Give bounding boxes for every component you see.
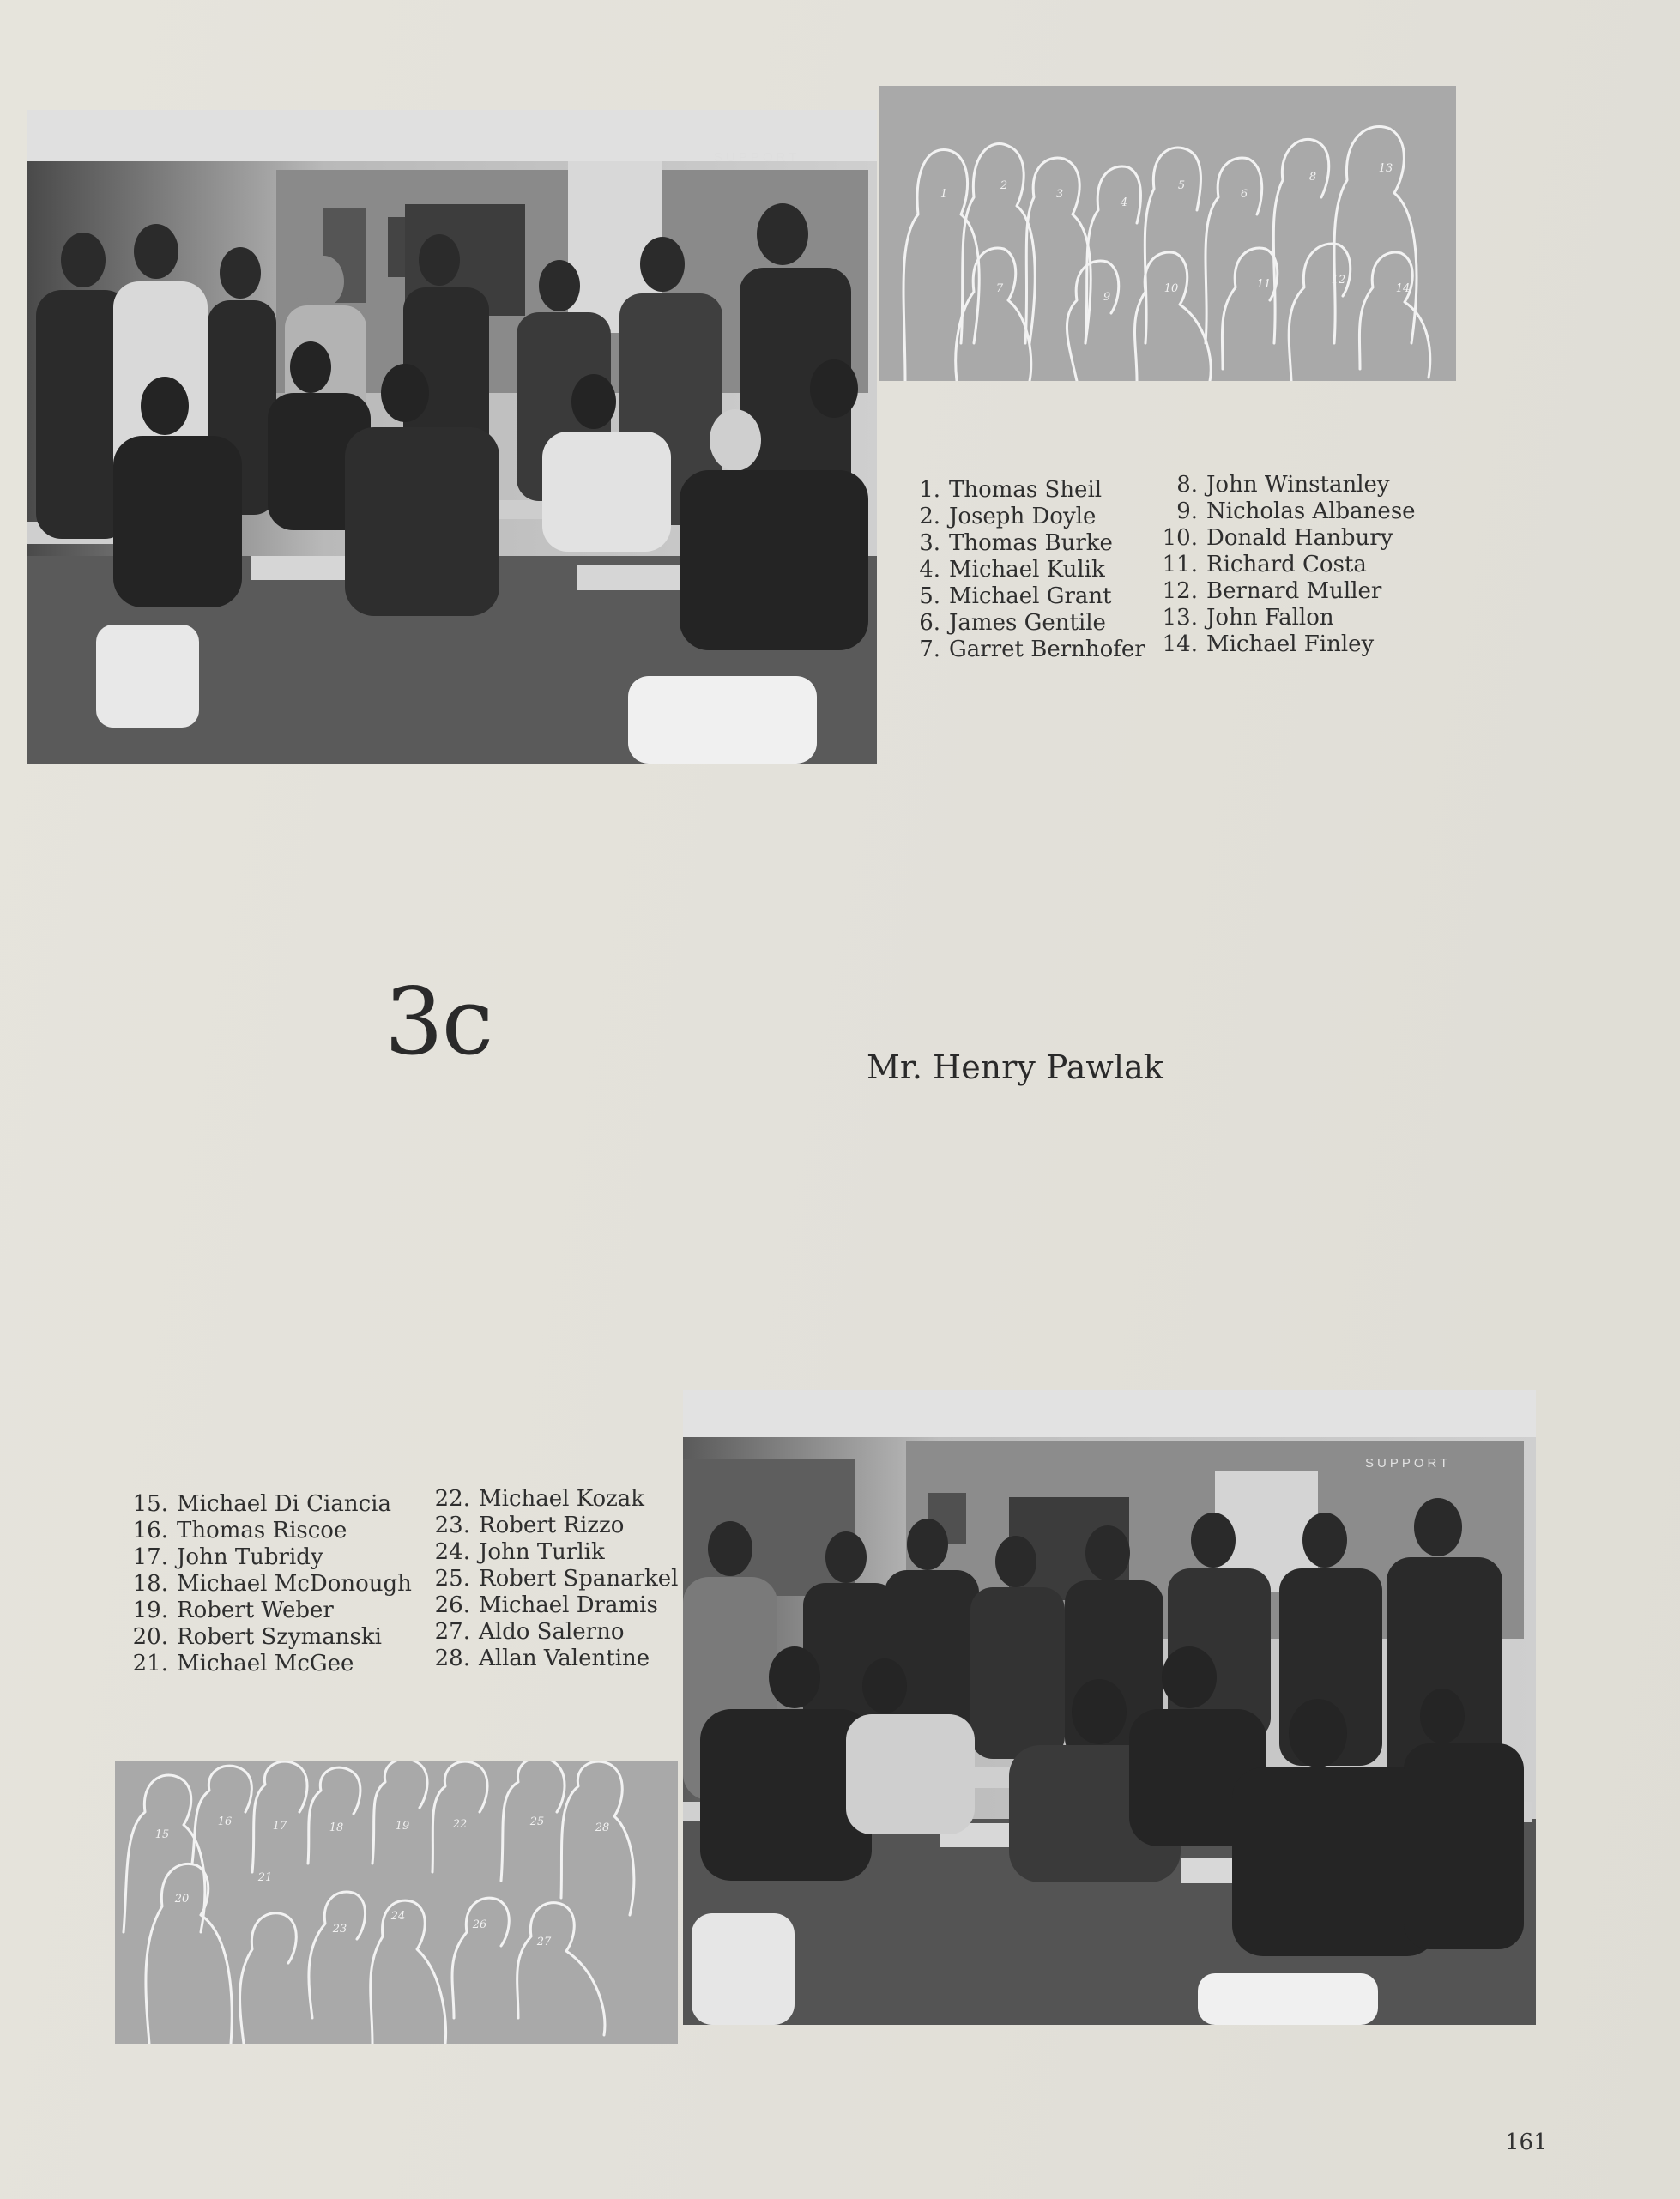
- key-number: 10: [1163, 282, 1179, 295]
- key-number: 17: [272, 1820, 287, 1833]
- key-number: 4: [1120, 196, 1128, 209]
- key-number: 20: [174, 1893, 190, 1906]
- name-list-bottom-left: [130, 1491, 412, 1677]
- list-item: 26. Michael Dramis: [434, 1592, 658, 1618]
- key-number: 11: [1256, 278, 1272, 291]
- teacher-name: Mr. Henry Pawlak: [867, 1048, 1163, 1086]
- key-number: 28: [595, 1821, 610, 1834]
- key-number: 26: [472, 1918, 487, 1931]
- key-number: 25: [529, 1815, 545, 1828]
- photo-sign-top: SUPPORT: [714, 150, 801, 165]
- key-number: 5: [1177, 179, 1186, 192]
- list-item: 19. Robert Weber: [132, 1598, 334, 1623]
- key-number: 27: [536, 1936, 552, 1948]
- key-number: 21: [257, 1871, 273, 1884]
- list-item: 15. Michael Di Ciancia: [132, 1491, 391, 1517]
- list-item: 4. Michael Kulik: [919, 557, 1105, 583]
- list-item: 3. Thomas Burke: [919, 530, 1113, 556]
- key-number: 8: [1308, 171, 1317, 184]
- list-item: 22. Michael Kozak: [434, 1486, 645, 1512]
- key-number: 3: [1055, 188, 1064, 201]
- list-item: 2. Joseph Doyle: [919, 504, 1097, 529]
- key-number: 15: [154, 1828, 170, 1841]
- list-item: 9. Nicholas Albanese: [1176, 498, 1416, 524]
- list-item: 1. Thomas Sheil: [919, 477, 1103, 503]
- name-list-top-right: [1160, 472, 1416, 658]
- key-number: 18: [329, 1821, 344, 1834]
- list-item: 28. Allan Valentine: [434, 1646, 650, 1671]
- list-item: 11. Richard Costa: [1162, 552, 1367, 577]
- list-item: 12. Bernard Muller: [1162, 578, 1382, 604]
- list-item: 17. John Tubridy: [132, 1544, 323, 1570]
- list-item: 24. John Turlik: [434, 1539, 605, 1565]
- photo-sign-bottom: SUPPORT: [1365, 1456, 1452, 1471]
- list-item: 5. Michael Grant: [919, 583, 1112, 609]
- key-number: 7: [995, 282, 1004, 295]
- list-item: 13. John Fallon: [1162, 605, 1334, 631]
- list-item: 6. James Gentile: [919, 610, 1106, 636]
- key-number: 19: [395, 1820, 410, 1833]
- name-list-top-left: [911, 477, 1145, 663]
- key-number: 13: [1378, 162, 1393, 175]
- homeroom-title: 3c: [384, 969, 493, 1076]
- page-number: 161: [1505, 2130, 1548, 2155]
- list-item: 20. Robert Szymanski: [132, 1624, 382, 1650]
- key-number: 12: [1331, 274, 1346, 287]
- class-photo-top: [27, 110, 877, 764]
- key-number: 23: [332, 1923, 347, 1936]
- photo-key-top: [879, 86, 1456, 381]
- list-item: 16. Thomas Riscoe: [132, 1518, 347, 1544]
- list-item: 23. Robert Rizzo: [434, 1513, 625, 1538]
- key-number: 14: [1395, 282, 1411, 295]
- key-number: 1: [940, 188, 948, 201]
- list-item: 18. Michael McDonough: [132, 1571, 412, 1597]
- list-item: 7. Garret Bernhofer: [919, 637, 1145, 662]
- photo-key-bottom: [115, 1761, 678, 2044]
- key-number: 9: [1103, 291, 1111, 304]
- key-number: 16: [217, 1815, 233, 1828]
- key-number: 2: [1000, 179, 1008, 192]
- list-item: 27. Aldo Salerno: [434, 1619, 625, 1645]
- list-item: 10. Donald Hanbury: [1162, 525, 1393, 551]
- key-number: 24: [390, 1910, 406, 1923]
- key-number: 6: [1240, 188, 1248, 201]
- key-number: 22: [452, 1818, 468, 1831]
- list-item: 25. Robert Spanarkel: [434, 1566, 679, 1592]
- list-item: 14. Michael Finley: [1162, 631, 1375, 657]
- name-list-bottom-right: [432, 1486, 679, 1672]
- list-item: 21. Michael McGee: [132, 1651, 354, 1676]
- class-photo-bottom: [683, 1390, 1536, 2025]
- list-item: 8. John Winstanley: [1176, 472, 1390, 498]
